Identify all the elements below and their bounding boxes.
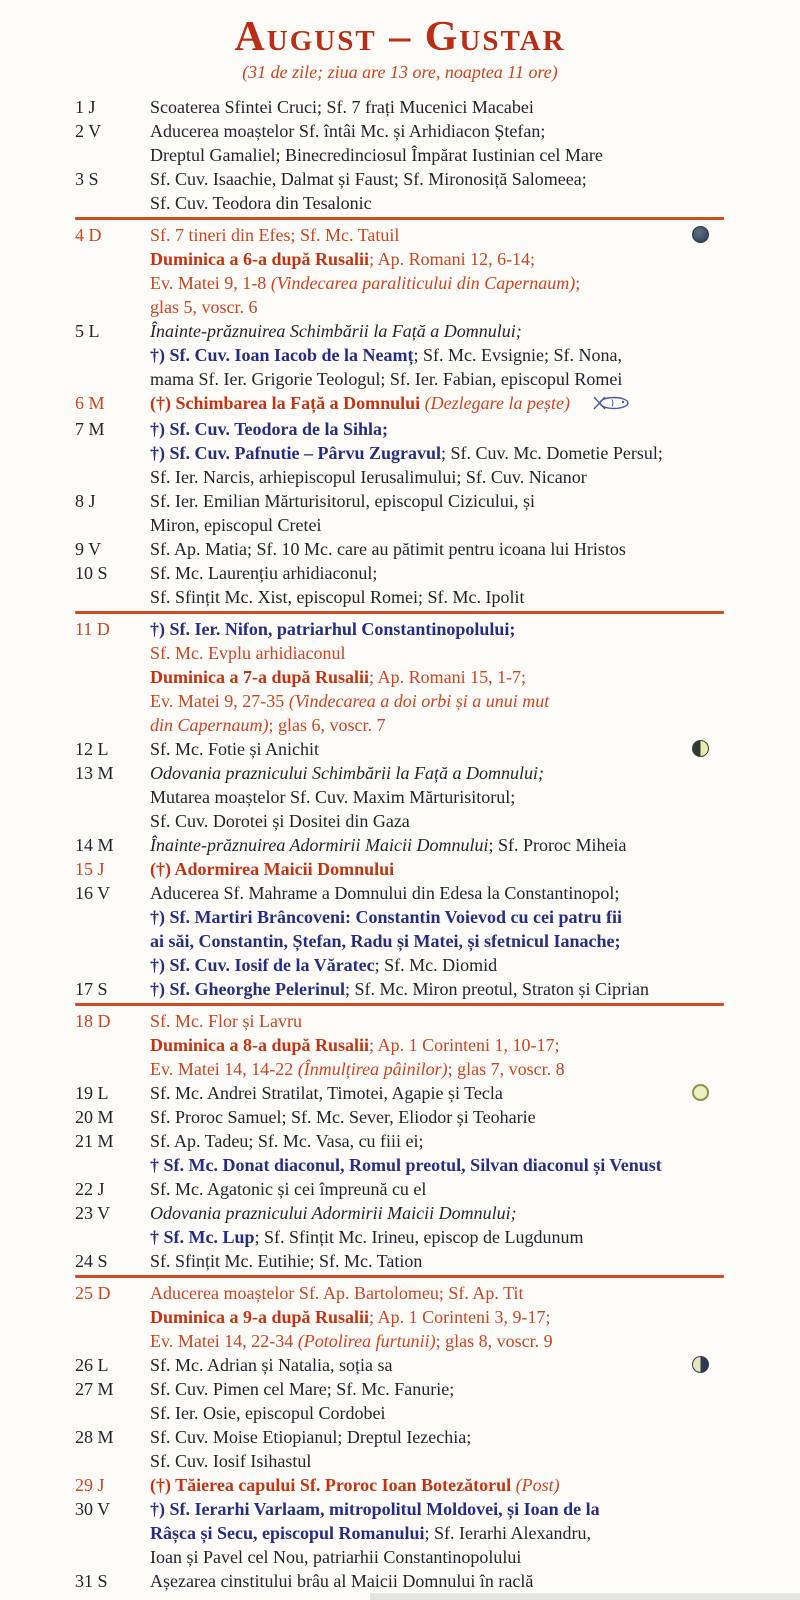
entry-line bbox=[150, 1201, 730, 1225]
text-segment: Miron, episcopul Cretei bbox=[150, 515, 322, 535]
calendar-entry-12 bbox=[75, 737, 730, 761]
calendar-entry-9 bbox=[75, 537, 730, 561]
text-segment: Sf. Ier. Osie, episcopul Cordobei bbox=[150, 1403, 386, 1423]
text-segment: (†) Schimbarea la Față a Domnului bbox=[150, 393, 425, 413]
text-segment: ; Sf. Sfințit Mc. Irineu, episcop de Lugdunum bbox=[254, 1227, 584, 1247]
entry-line bbox=[150, 1177, 730, 1201]
entry-text bbox=[150, 223, 730, 319]
entry-line bbox=[150, 1449, 730, 1473]
calendar-list bbox=[0, 95, 800, 1593]
entry-line bbox=[150, 1329, 730, 1353]
text-segment: Sf. Mc. Adrian și Natalia, soția sa bbox=[150, 1355, 393, 1375]
text-segment: ; Sf. Mc. Evsignie; Sf. Nona, bbox=[413, 345, 623, 365]
text-segment: mama Sf. Ier. Grigorie Teologul; Sf. Ier. Fabian, episcopul Romei bbox=[150, 369, 623, 389]
text-segment: ; Sf. Mc. Miron preotul, Straton și Ciprian bbox=[344, 979, 649, 999]
text-segment: Înainte-prăznuirea Schimbării la Față a Domnului; bbox=[150, 321, 522, 341]
entry-line bbox=[150, 1105, 730, 1129]
text-segment: ; Ap. 1 Corinteni 3, 9-17; bbox=[369, 1307, 551, 1327]
text-segment: (Înmulțirea pâinilor) bbox=[297, 1059, 448, 1079]
day-label: 25 D bbox=[75, 1283, 111, 1303]
entry-line bbox=[150, 441, 730, 465]
entry-line bbox=[150, 271, 730, 295]
text-segment: Ev. Matei 14, 14-22 bbox=[150, 1059, 298, 1079]
text-segment: Sf. Cuv. Dorotei și Dositei din Gaza bbox=[150, 811, 410, 831]
entry-line bbox=[150, 857, 730, 881]
text-segment: Sf. Cuv. Isaachie, Dalmat și Faust; Sf. Mironosiță Salomeea; bbox=[150, 169, 587, 189]
text-segment: Râșca și Secu, episcopul Romanului bbox=[150, 1523, 425, 1543]
day-label: 23 V bbox=[75, 1203, 111, 1223]
entry-line bbox=[150, 1057, 730, 1081]
calendar-entry-1 bbox=[75, 95, 730, 119]
text-segment: † Sf. Mc. Lup bbox=[150, 1227, 255, 1247]
entry-line bbox=[150, 1305, 730, 1329]
entry-line bbox=[150, 95, 730, 119]
text-segment: (Dezlegare la pește) bbox=[424, 393, 570, 413]
text-segment: Sf. Mc. Andrei Stratilat, Timotei, Agapie și Tecla bbox=[150, 1083, 503, 1103]
day-label: 29 J bbox=[75, 1475, 105, 1495]
text-segment: ; Sf. Mc. Diomid bbox=[374, 955, 498, 975]
text-segment: Sf. Proroc Samuel; Sf. Mc. Sever, Eliodor și Teoharie bbox=[150, 1107, 536, 1127]
week-separator bbox=[75, 611, 724, 614]
text-segment: ; glas 6, voscr. 7 bbox=[268, 715, 386, 735]
text-segment: †) Sf. Gheorghe Pelerinul bbox=[150, 979, 345, 999]
text-segment: †) Sf. Cuv. Ioan Iacob de la Neamț bbox=[150, 345, 414, 365]
entry-line bbox=[150, 737, 730, 761]
day-label: 30 V bbox=[75, 1499, 111, 1519]
text-segment: Sf. Mc. Agatonic și cei împreună cu el bbox=[150, 1179, 427, 1199]
day-label: 20 M bbox=[75, 1107, 114, 1127]
day-label: 14 M bbox=[75, 835, 114, 855]
text-segment: †) Sf. Martiri Brâncoveni: Constantin Voievod cu cei patru fii bbox=[150, 907, 622, 927]
week-separator bbox=[75, 217, 724, 220]
scan-artifact-bar bbox=[370, 1593, 800, 1600]
text-segment: Sf. Sfințit Mc. Eutihie; Sf. Mc. Tation bbox=[150, 1251, 423, 1271]
calendar-entry-31 bbox=[75, 1569, 730, 1593]
entry-line bbox=[150, 929, 730, 953]
entry-line bbox=[150, 1129, 730, 1153]
text-segment: Sf. Mc. Laurențiu arhidiaconul; bbox=[150, 563, 378, 583]
entry-line bbox=[150, 1009, 730, 1033]
entry-line bbox=[150, 617, 730, 641]
entry-text bbox=[150, 167, 730, 215]
entry-line bbox=[150, 1545, 730, 1569]
text-segment: Sf. Mc. Evplu arhidiaconul bbox=[150, 643, 346, 663]
entry-text bbox=[150, 417, 730, 489]
entry-line bbox=[150, 465, 730, 489]
text-segment: †) Sf. Cuv. Teodora de la Sihla; bbox=[150, 419, 389, 439]
calendar-entry-26 bbox=[75, 1353, 730, 1377]
calendar-entry-27 bbox=[75, 1377, 730, 1425]
text-segment: Sf. Ap. Matia; Sf. 10 Mc. care au pătimit pentru icoana lui Hristos bbox=[150, 539, 626, 559]
entry-text bbox=[150, 857, 730, 881]
entry-line bbox=[150, 905, 730, 929]
text-segment: Aducerea moaștelor Sf. întâi Mc. și Arhidiacon Ștefan; bbox=[150, 121, 546, 141]
day-label: 31 S bbox=[75, 1571, 108, 1591]
entry-line bbox=[150, 809, 730, 833]
entry-line bbox=[150, 953, 730, 977]
entry-line bbox=[150, 1225, 730, 1249]
calendar-entry-3 bbox=[75, 167, 730, 215]
text-segment: Duminica a 6-a după Rusalii bbox=[150, 249, 370, 269]
entry-text bbox=[150, 1177, 730, 1201]
text-segment: Sf. Cuv. Teodora din Tesalonic bbox=[150, 193, 372, 213]
text-segment: Sf. Sfințit Mc. Xist, episcopul Romei; Sf. Mc. Ipolit bbox=[150, 587, 525, 607]
text-segment: ; glas 7, voscr. 8 bbox=[447, 1059, 565, 1079]
entry-line bbox=[150, 1249, 730, 1273]
entry-text bbox=[150, 761, 730, 833]
calendar-entry-14 bbox=[75, 833, 730, 857]
entry-line bbox=[150, 1377, 730, 1401]
entry-text bbox=[150, 1377, 730, 1425]
entry-line bbox=[150, 1153, 730, 1177]
fish-icon bbox=[590, 393, 632, 417]
calendar-entry-28 bbox=[75, 1425, 730, 1473]
text-segment: (Potolirea furtunii) bbox=[297, 1331, 436, 1351]
text-segment: din Capernaum) bbox=[150, 715, 269, 735]
entry-text bbox=[150, 1569, 730, 1593]
calendar-entry-13 bbox=[75, 761, 730, 833]
week-separator bbox=[75, 1003, 724, 1006]
entry-text bbox=[150, 617, 730, 737]
calendar-entry-10 bbox=[75, 561, 730, 609]
text-segment: ; Ap. Romani 12, 6-14; bbox=[369, 249, 536, 269]
entry-line bbox=[150, 881, 730, 905]
entry-text bbox=[150, 1081, 730, 1105]
entry-line bbox=[150, 343, 730, 367]
day-label: 19 L bbox=[75, 1083, 109, 1103]
entry-text bbox=[150, 319, 730, 391]
entry-line bbox=[150, 367, 730, 391]
text-segment: (†) Adormirea Maicii Domnului bbox=[150, 859, 395, 879]
day-label: 28 M bbox=[75, 1427, 114, 1447]
text-segment: †) Sf. Ier. Nifon, patriarhul Constantinopolului; bbox=[150, 619, 516, 639]
text-segment: ; glas 8, voscr. 9 bbox=[435, 1331, 553, 1351]
text-segment: Sf. Ier. Emilian Mărturisitorul, episcopul Cizicului, și bbox=[150, 491, 535, 511]
text-segment: Sf. Mc. Flor și Lavru bbox=[150, 1011, 302, 1031]
entry-line bbox=[150, 689, 730, 713]
entry-text bbox=[150, 1201, 730, 1249]
calendar-entry-7 bbox=[75, 417, 730, 489]
day-label: 21 M bbox=[75, 1131, 114, 1151]
entry-line bbox=[150, 223, 730, 247]
entry-text bbox=[150, 537, 730, 561]
entry-line bbox=[150, 1281, 730, 1305]
entry-text bbox=[150, 1105, 730, 1129]
text-segment: †) Sf. Cuv. Pafnutie – Pârvu Zugravul bbox=[150, 443, 442, 463]
page-title: August – Gustar bbox=[234, 14, 566, 60]
entry-line bbox=[150, 295, 730, 319]
text-segment: Duminica a 9-a după Rusalii bbox=[150, 1307, 370, 1327]
day-label: 6 M bbox=[75, 393, 105, 413]
entry-line bbox=[150, 1033, 730, 1057]
calendar-entry-19 bbox=[75, 1081, 730, 1105]
day-label: 3 S bbox=[75, 169, 99, 189]
entry-line bbox=[150, 1401, 730, 1425]
text-segment: ; Ap. Romani 15, 1-7; bbox=[369, 667, 527, 687]
last-quarter-moon-icon bbox=[692, 1356, 709, 1373]
day-label: 1 J bbox=[75, 97, 96, 117]
calendar-entry-21 bbox=[75, 1129, 730, 1177]
week-separator bbox=[75, 1275, 724, 1278]
text-segment: Sf. Ier. Narcis, arhiepiscopul Ierusalimului; Sf. Cuv. Nicanor bbox=[150, 467, 587, 487]
entry-line bbox=[150, 761, 730, 785]
entry-line bbox=[150, 513, 730, 537]
entry-line bbox=[150, 1473, 730, 1497]
entry-line bbox=[150, 713, 730, 737]
entry-line bbox=[150, 585, 730, 609]
text-segment: Odovania praznicului Adormirii Maicii Domnului; bbox=[150, 1203, 517, 1223]
text-segment: ; Sf. Ierarhi Alexandru, bbox=[424, 1523, 591, 1543]
calendar-entry-2 bbox=[75, 119, 730, 167]
day-label: 10 S bbox=[75, 563, 108, 583]
text-segment: Înainte-prăznuirea Adormirii Maicii Domnului bbox=[150, 835, 489, 855]
entry-line bbox=[150, 1569, 730, 1593]
entry-text bbox=[150, 1353, 730, 1377]
text-segment: Sf. Mc. Fotie și Anichit bbox=[150, 739, 320, 759]
entry-text bbox=[150, 1425, 730, 1473]
text-segment: †) Sf. Ierarhi Varlaam, mitropolitul Moldovei, și Ioan de la bbox=[150, 1499, 600, 1519]
text-segment: †) Sf. Cuv. Iosif de la Văratec bbox=[150, 955, 375, 975]
entry-text bbox=[150, 737, 730, 761]
text-segment: (†) Tăierea capului Sf. Proroc Ioan Botezătorul bbox=[150, 1475, 516, 1495]
first-quarter-moon-icon bbox=[692, 740, 709, 757]
entry-line bbox=[150, 247, 730, 271]
calendar-entry-17 bbox=[75, 977, 730, 1001]
day-label: 7 M bbox=[75, 419, 105, 439]
calendar-entry-15 bbox=[75, 857, 730, 881]
entry-text bbox=[150, 119, 730, 167]
text-segment: Sf. 7 tineri din Efes; Sf. Mc. Tatuil bbox=[150, 225, 400, 245]
calendar-entry-29 bbox=[75, 1473, 730, 1497]
calendar-entry-25 bbox=[75, 1281, 730, 1353]
entry-text bbox=[150, 95, 730, 119]
entry-line bbox=[150, 561, 730, 585]
page-subtitle: (31 de zile; ziua are 13 ore, noaptea 11 ore) bbox=[242, 62, 558, 82]
calendar-entry-6 bbox=[75, 391, 730, 417]
entry-line bbox=[150, 1497, 730, 1521]
text-segment: Duminica a 7-a după Rusalii bbox=[150, 667, 370, 687]
entry-line bbox=[150, 191, 730, 215]
calendar-entry-8 bbox=[75, 489, 730, 537]
calendar-entry-4 bbox=[75, 223, 730, 319]
calendar-entry-20 bbox=[75, 1105, 730, 1129]
entry-text bbox=[150, 489, 730, 537]
day-label: 26 L bbox=[75, 1355, 109, 1375]
text-segment: Aducerea moaștelor Sf. Ap. Bartolomeu; Sf. Ap. Tit bbox=[150, 1283, 524, 1303]
text-segment: ; Ap. 1 Corinteni 1, 10-17; bbox=[369, 1035, 560, 1055]
calendar-entry-11 bbox=[75, 617, 730, 737]
entry-line bbox=[150, 143, 730, 167]
text-segment: (Post) bbox=[515, 1475, 560, 1495]
text-segment: Scoaterea Sfintei Cruci; Sf. 7 frați Mucenici Macabei bbox=[150, 97, 534, 117]
day-label: 11 D bbox=[75, 619, 110, 639]
entry-line bbox=[150, 537, 730, 561]
text-segment: (Vindecarea a doi orbi și a unui mut bbox=[288, 691, 550, 711]
day-label: 24 S bbox=[75, 1251, 108, 1271]
text-segment: Duminica a 8-a după Rusalii bbox=[150, 1035, 370, 1055]
text-segment: Sf. Cuv. Moise Etiopianul; Dreptul Iezechia; bbox=[150, 1427, 472, 1447]
entry-line bbox=[150, 977, 730, 1001]
entry-line bbox=[150, 417, 730, 441]
text-segment: ai săi, Constantin, Ștefan, Radu și Matei, și sfetnicul Ianache; bbox=[150, 931, 621, 951]
text-segment: Sf. Ap. Tadeu; Sf. Mc. Vasa, cu fiii ei; bbox=[150, 1131, 424, 1151]
entry-text bbox=[150, 391, 730, 417]
text-segment: Ev. Matei 14, 22-34 bbox=[150, 1331, 298, 1351]
calendar-entry-23 bbox=[75, 1201, 730, 1249]
entry-line bbox=[150, 1081, 730, 1105]
entry-line bbox=[150, 833, 730, 857]
calendar-entry-16 bbox=[75, 881, 730, 977]
text-segment: Ev. Matei 9, 27-35 bbox=[150, 691, 289, 711]
entry-text bbox=[150, 1497, 730, 1569]
day-label: 12 L bbox=[75, 739, 109, 759]
day-label: 5 L bbox=[75, 321, 100, 341]
text-segment: Sf. Cuv. Iosif Isihastul bbox=[150, 1451, 312, 1471]
day-label: 9 V bbox=[75, 539, 102, 559]
text-segment: Aducerea Sf. Mahrame a Domnului din Edesa la Constantinopol; bbox=[150, 883, 620, 903]
entry-line bbox=[150, 391, 730, 417]
text-segment: Ioan și Pavel cel Nou, patriarhii Constantinopolului bbox=[150, 1547, 522, 1567]
day-label: 17 S bbox=[75, 979, 108, 999]
entry-text bbox=[150, 977, 730, 1001]
entry-line bbox=[150, 119, 730, 143]
entry-text bbox=[150, 1281, 730, 1353]
day-label: 13 M bbox=[75, 763, 114, 783]
text-segment: Odovania praznicului Schimbării la Față a Domnului; bbox=[150, 763, 544, 783]
entry-text bbox=[150, 881, 730, 977]
text-segment: ; Sf. Proroc Miheia bbox=[488, 835, 627, 855]
text-segment: † Sf. Mc. Donat diaconul, Romul preotul, Silvan diaconul și Venust bbox=[150, 1155, 662, 1175]
entry-text bbox=[150, 1473, 730, 1497]
calendar-entry-18 bbox=[75, 1009, 730, 1081]
entry-text bbox=[150, 833, 730, 857]
text-segment: Dreptul Gamaliel; Binecredinciosul Împărat Iustinian cel Mare bbox=[150, 145, 603, 165]
calendar-entry-24 bbox=[75, 1249, 730, 1273]
entry-line bbox=[150, 167, 730, 191]
text-segment: glas 5, voscr. 6 bbox=[150, 297, 258, 317]
full-moon-icon bbox=[692, 1084, 709, 1101]
entry-line bbox=[150, 489, 730, 513]
new-moon-icon bbox=[692, 226, 709, 243]
entry-text bbox=[150, 561, 730, 609]
entry-text bbox=[150, 1009, 730, 1081]
entry-text bbox=[150, 1249, 730, 1273]
day-label: 8 J bbox=[75, 491, 96, 511]
page-header bbox=[0, 0, 800, 83]
text-segment: Așezarea cinstitului brâu al Maicii Domnului în raclă bbox=[150, 1571, 534, 1591]
day-label: 15 J bbox=[75, 859, 105, 879]
entry-line bbox=[150, 319, 730, 343]
text-segment: ; bbox=[575, 273, 581, 293]
day-label: 18 D bbox=[75, 1011, 111, 1031]
day-label: 22 J bbox=[75, 1179, 105, 1199]
entry-line bbox=[150, 641, 730, 665]
text-segment: ; Sf. Cuv. Mc. Dometie Persul; bbox=[441, 443, 663, 463]
entry-line bbox=[150, 785, 730, 809]
entry-line bbox=[150, 1425, 730, 1449]
calendar-entry-30 bbox=[75, 1497, 730, 1569]
calendar-entry-5 bbox=[75, 319, 730, 391]
calendar-entry-22 bbox=[75, 1177, 730, 1201]
text-segment: Mutarea moaștelor Sf. Cuv. Maxim Mărturisitorul; bbox=[150, 787, 516, 807]
text-segment: Sf. Cuv. Pimen cel Mare; Sf. Mc. Fanurie; bbox=[150, 1379, 455, 1399]
entry-text bbox=[150, 1129, 730, 1177]
day-label: 27 M bbox=[75, 1379, 114, 1399]
entry-line bbox=[150, 665, 730, 689]
day-label: 2 V bbox=[75, 121, 102, 141]
entry-line bbox=[150, 1353, 730, 1377]
entry-line bbox=[150, 1521, 730, 1545]
day-label: 4 D bbox=[75, 225, 102, 245]
text-segment: Ev. Matei 9, 1-8 bbox=[150, 273, 271, 293]
text-segment: (Vindecarea paraliticului din Capernaum) bbox=[270, 273, 576, 293]
day-label: 16 V bbox=[75, 883, 111, 903]
